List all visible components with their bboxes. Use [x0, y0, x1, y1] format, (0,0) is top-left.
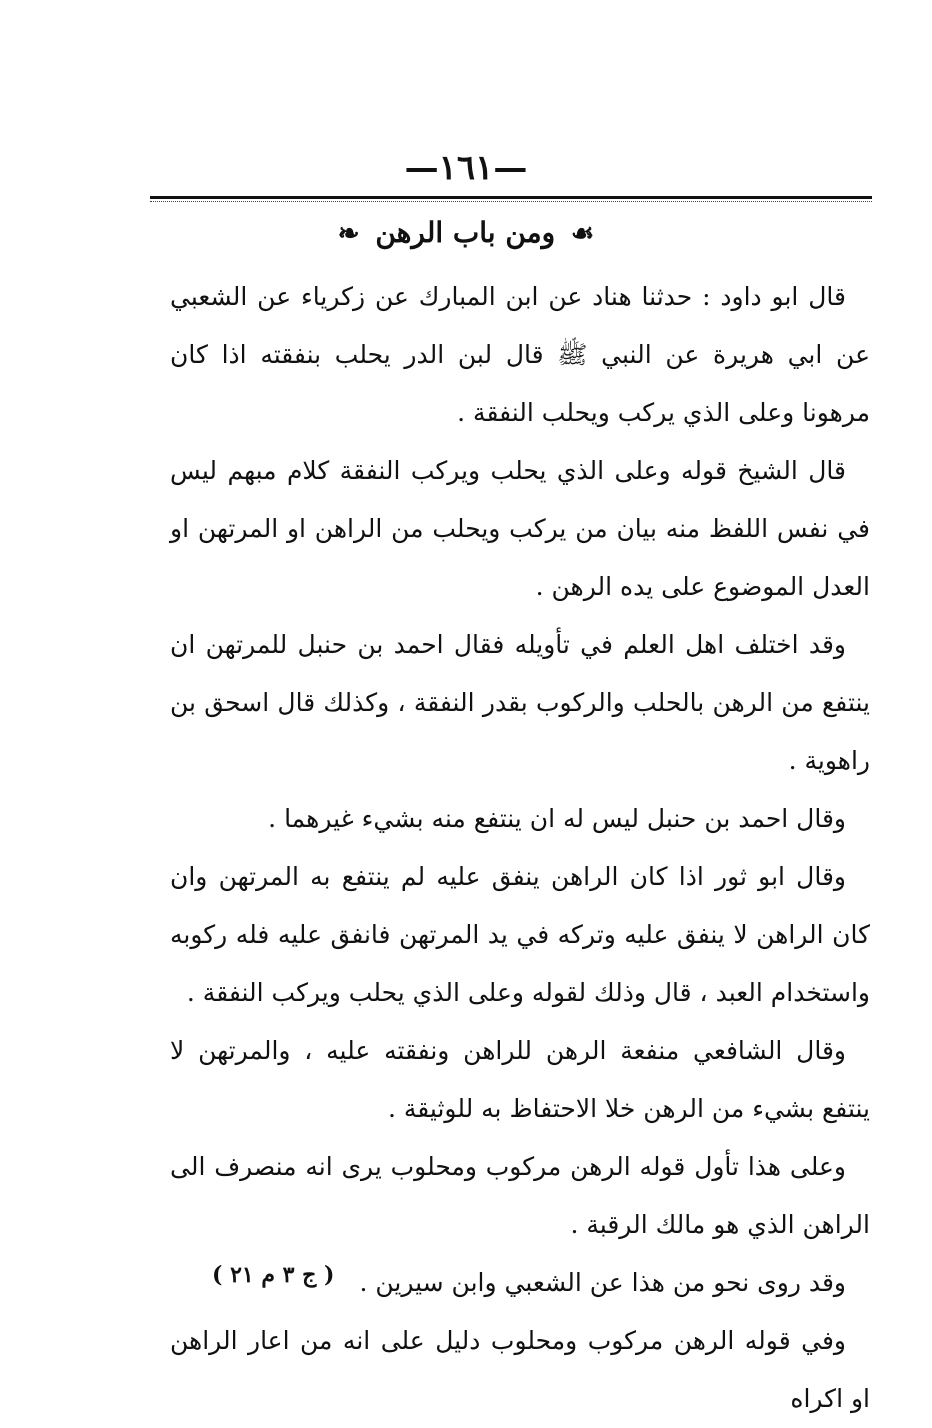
paragraph: وقال ابو ثور اذا كان الراهن ينفق عليه لم ينتفع به المرتهن وان كان الراهن لا ينفق عليه وتركه في يد المرتهن فانفق عليه فله ركوبه واستخدام العبد ، قال وذلك لقوله وعلى الذي يحلب ويركب النفقة . — [170, 862, 870, 1007]
header-rule — [150, 196, 872, 199]
paragraph: وقال الشافعي منفعة الرهن للراهن ونفقته عليه ، والمرتهن لا ينتفع بشيء من الرهن خلا الاحتفاظ به للوثيقة . — [170, 1036, 870, 1123]
paragraph: وقال احمد بن حنبل ليس له ان ينتفع منه بشيء غيرهما . — [268, 804, 846, 833]
paragraph: وقد اختلف اهل العلم في تأويله فقال احمد بن حنبل للمرتهن ان ينتفع من الرهن بالحلب والركوب بقدر النفقة ، وكذلك قال اسحق بن راهوية . — [170, 630, 870, 775]
paragraph: وقد روى نحو من هذا عن الشعبي وابن سيرين . — [359, 1268, 846, 1297]
ornament-left-icon: ❧ — [337, 219, 360, 249]
paragraph: قال الشيخ قوله وعلى الذي يحلب ويركب النفقة كلام مبهم ليس في نفس اللفظ منه بيان من يركب ويحلب من الراهن او المرتهن او العدل الموضوع على يده الرهن . — [170, 456, 870, 601]
page-number: —١٦١— — [404, 148, 528, 188]
paragraph: وعلى هذا تأول قوله الرهن مركوب ومحلوب يرى انه منصرف الى الراهن الذي هو مالك الرقبة . — [170, 1152, 870, 1239]
section-heading — [0, 216, 932, 249]
ornament-right-icon: ☙ — [570, 219, 595, 249]
paragraph: قال ابو داود : حدثنا هناد عن ابن المبارك عن زكرياء عن الشعبي عن ابي هريرة عن النبي ﷺ قال لبن الدر يحلب بنفقته اذا كان مرهونا وعلى الذي يركب ويحلب النفقة . — [170, 282, 870, 427]
header-rule-dotted — [150, 201, 872, 202]
paragraph: وفي قوله الرهن مركوب ومحلوب دليل على انه من اعار الراهن او اكراه — [170, 1326, 870, 1413]
footer-signature: ( ج ٣ م ٢١ ) — [212, 1262, 335, 1288]
body-text — [170, 268, 870, 1428]
heading-text: ومن باب الرهن — [375, 216, 556, 249]
